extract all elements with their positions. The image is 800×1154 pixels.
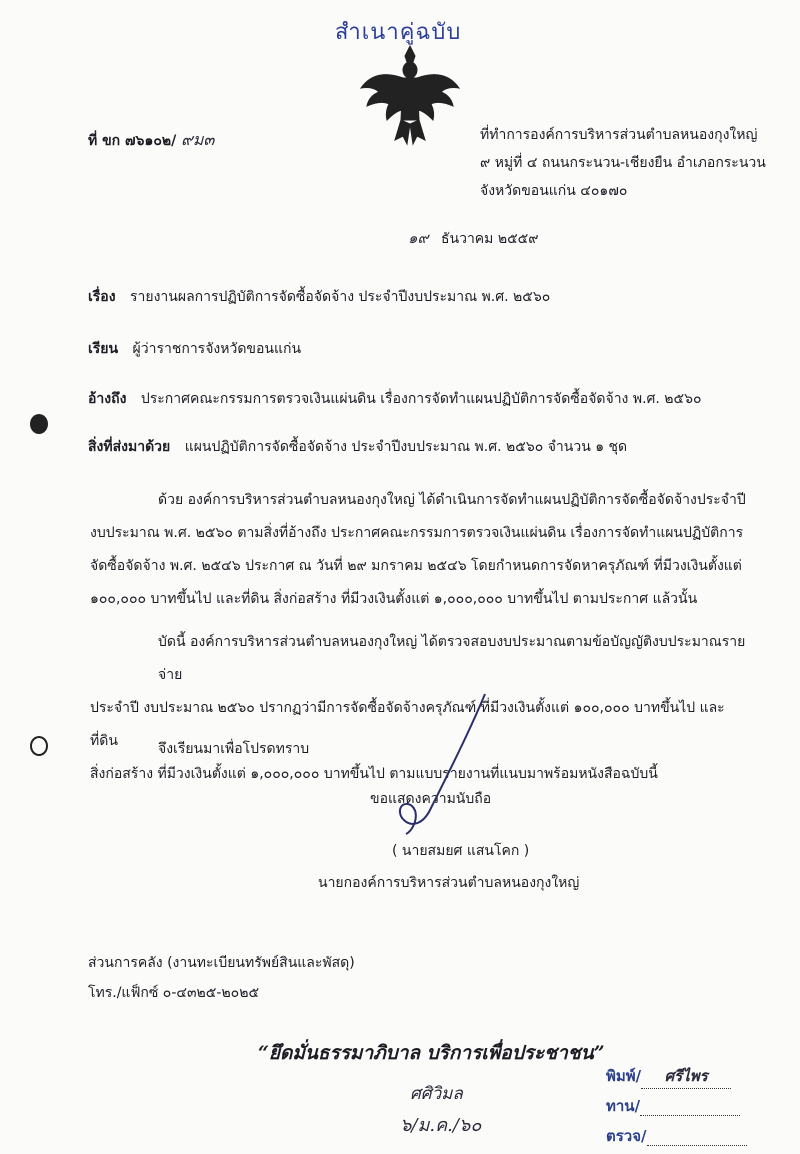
address-line-1: ที่ทำการองค์การบริหารส่วนตำบลหนองกุงใหญ่ — [480, 127, 758, 143]
checked-by-line — [640, 1097, 740, 1116]
slogan: “ยึดมั่นธรรมาภิบาล บริการเพื่อประชาชน” — [258, 1042, 605, 1064]
document-number-handwritten: ๙ม๓ — [181, 130, 215, 149]
paragraph-2-line: ประจำปี งบประมาณ ๒๕๖๐ ปรากฏว่ามีการจัดซื้อจัดจ้างครุภัณฑ์ ที่มีวงเงินตั้งแต่ ๑๐๐,๐๐๐ บาทขึ้นไป และที่ดิน — [90, 700, 725, 749]
department-line: ส่วนการคลัง (งานทะเบียนทรัพย์สินและพัสดุ) — [88, 955, 355, 971]
document-number-prefix: ที่ ขก ๗๖๑๐๒/ — [88, 133, 182, 149]
paragraph-1-line: จัดซื้อจัดจ้าง พ.ศ. ๒๕๔๖ ประกาศ ณ วันที่ ๒๙ มกราคม ๒๕๔๖ โดยกำหนดการจัดหาครุภัณฑ์ ที่มีวงเงินตั้งแต่ — [90, 558, 742, 574]
closing-inform: จึงเรียนมาเพื่อโปรดทราบ — [158, 741, 310, 757]
phone-line: โทร./แฟ็กซ์ ๐-๔๓๒๕-๒๐๒๕ — [88, 985, 260, 1001]
address-line-2: ๙ หมู่ที่ ๔ ถนนกระนวน-เชียงยืน อำเภอกระนวน — [480, 155, 766, 171]
recipient-field — [88, 338, 301, 360]
enclosure-label: สิ่งที่ส่งมาด้วย — [88, 439, 171, 455]
paragraph-2-line: สิ่งก่อสร้าง ที่มีวงเงินตั้งแต่ ๑,๐๐๐,๐๐๐ บาทขึ้นไป ตามแบบรายงานที่แนบมาพร้อมหนังสือฉบับนี้ — [90, 766, 658, 782]
signer-name: ( นายสมยศ แสนโคก ) — [392, 843, 530, 859]
date-day-handwritten: ๑๙ — [408, 229, 429, 247]
subject-label: เรื่อง — [88, 289, 116, 305]
punch-hole-icon — [30, 414, 48, 434]
date-month-year: ธันวาคม ๒๕๕๙ — [440, 231, 539, 247]
typed-by-row — [606, 1064, 731, 1089]
checked-by-label: ทาน/ — [606, 1097, 641, 1115]
document-number — [88, 128, 214, 153]
reference-field — [88, 388, 702, 410]
typed-by-hand: ศรีไพร — [641, 1064, 731, 1089]
signature-icon — [390, 690, 500, 840]
closing-respect: ขอแสดงความนับถือ — [370, 791, 492, 807]
reference-value: ประกาศคณะกรรมการตรวจเงินแผ่นดิน เรื่องการจัดทำแผนปฏิบัติการจัดซื้อจัดจ้าง พ.ศ. ๒๕๖๐ — [140, 391, 702, 407]
paragraph-1 — [90, 484, 750, 616]
paragraph-1-line: ๑๐๐,๐๐๐ บาทขึ้นไป และที่ดิน สิ่งก่อสร้าง ที่มีวงเงินตั้งแต่ ๑,๐๐๐,๐๐๐ บาทขึ้นไป ตามประกาศ แล้วนั้น — [90, 591, 698, 607]
handwritten-note-name: ศศิวิมล — [410, 1084, 463, 1104]
verified-by-label: ตรวจ/ — [606, 1127, 647, 1145]
document-date — [408, 226, 539, 250]
paragraph-2-line: บัดนี้ องค์การบริหารส่วนตำบลหนองกุงใหญ่ ได้ตรวจสอบงบประมาณตามข้อบัญญัติงบประมาณรายจ่าย — [158, 634, 746, 683]
recipient-label: เรียน — [88, 341, 119, 357]
subject-field — [88, 286, 550, 308]
garuda-emblem-icon — [355, 40, 465, 150]
enclosure-value: แผนปฏิบัติการจัดซื้อจัดจ้าง ประจำปีงบประมาณ พ.ศ. ๒๕๖๐ จำนวน ๑ ชุด — [184, 439, 628, 455]
enclosure-field — [88, 436, 627, 458]
verified-by-line — [647, 1127, 747, 1146]
subject-value: รายงานผลการปฏิบัติการจัดซื้อจัดจ้าง ประจำปีงบประมาณ พ.ศ. ๒๕๖๐ — [130, 289, 551, 305]
typed-by-label: พิมพ์/ — [606, 1067, 642, 1085]
handwritten-note-date: ๖/ม.ค./๖๐ — [400, 1115, 482, 1136]
paragraph-1-line: งบประมาณ พ.ศ. ๒๕๖๐ ตามสิ่งที่อ้างถึง ประกาศคณะกรรมการตรวจเงินแผ่นดิน เรื่องการจัดทำแผนปฏิบัติการ — [90, 525, 744, 541]
punch-hole-icon — [30, 736, 48, 756]
recipient-value: ผู้ว่าราชการจังหวัดขอนแก่น — [132, 341, 302, 357]
copy-stamp: สำเนาคู่ฉบับ — [335, 20, 462, 45]
signer-title: นายกองค์การบริหารส่วนตำบลหนองกุงใหญ่ — [318, 875, 580, 891]
checked-by-row — [606, 1094, 740, 1118]
reference-label: อ้างถึง — [88, 391, 127, 407]
verified-by-row — [606, 1124, 747, 1148]
paragraph-1-line: ด้วย องค์การบริหารส่วนตำบลหนองกุงใหญ่ ได้ดำเนินการจัดทำแผนปฏิบัติการจัดซื้อจัดจ้างประจำปี — [158, 492, 746, 508]
address-line-3: จังหวัดขอนแก่น ๔๐๑๗๐ — [480, 183, 628, 199]
